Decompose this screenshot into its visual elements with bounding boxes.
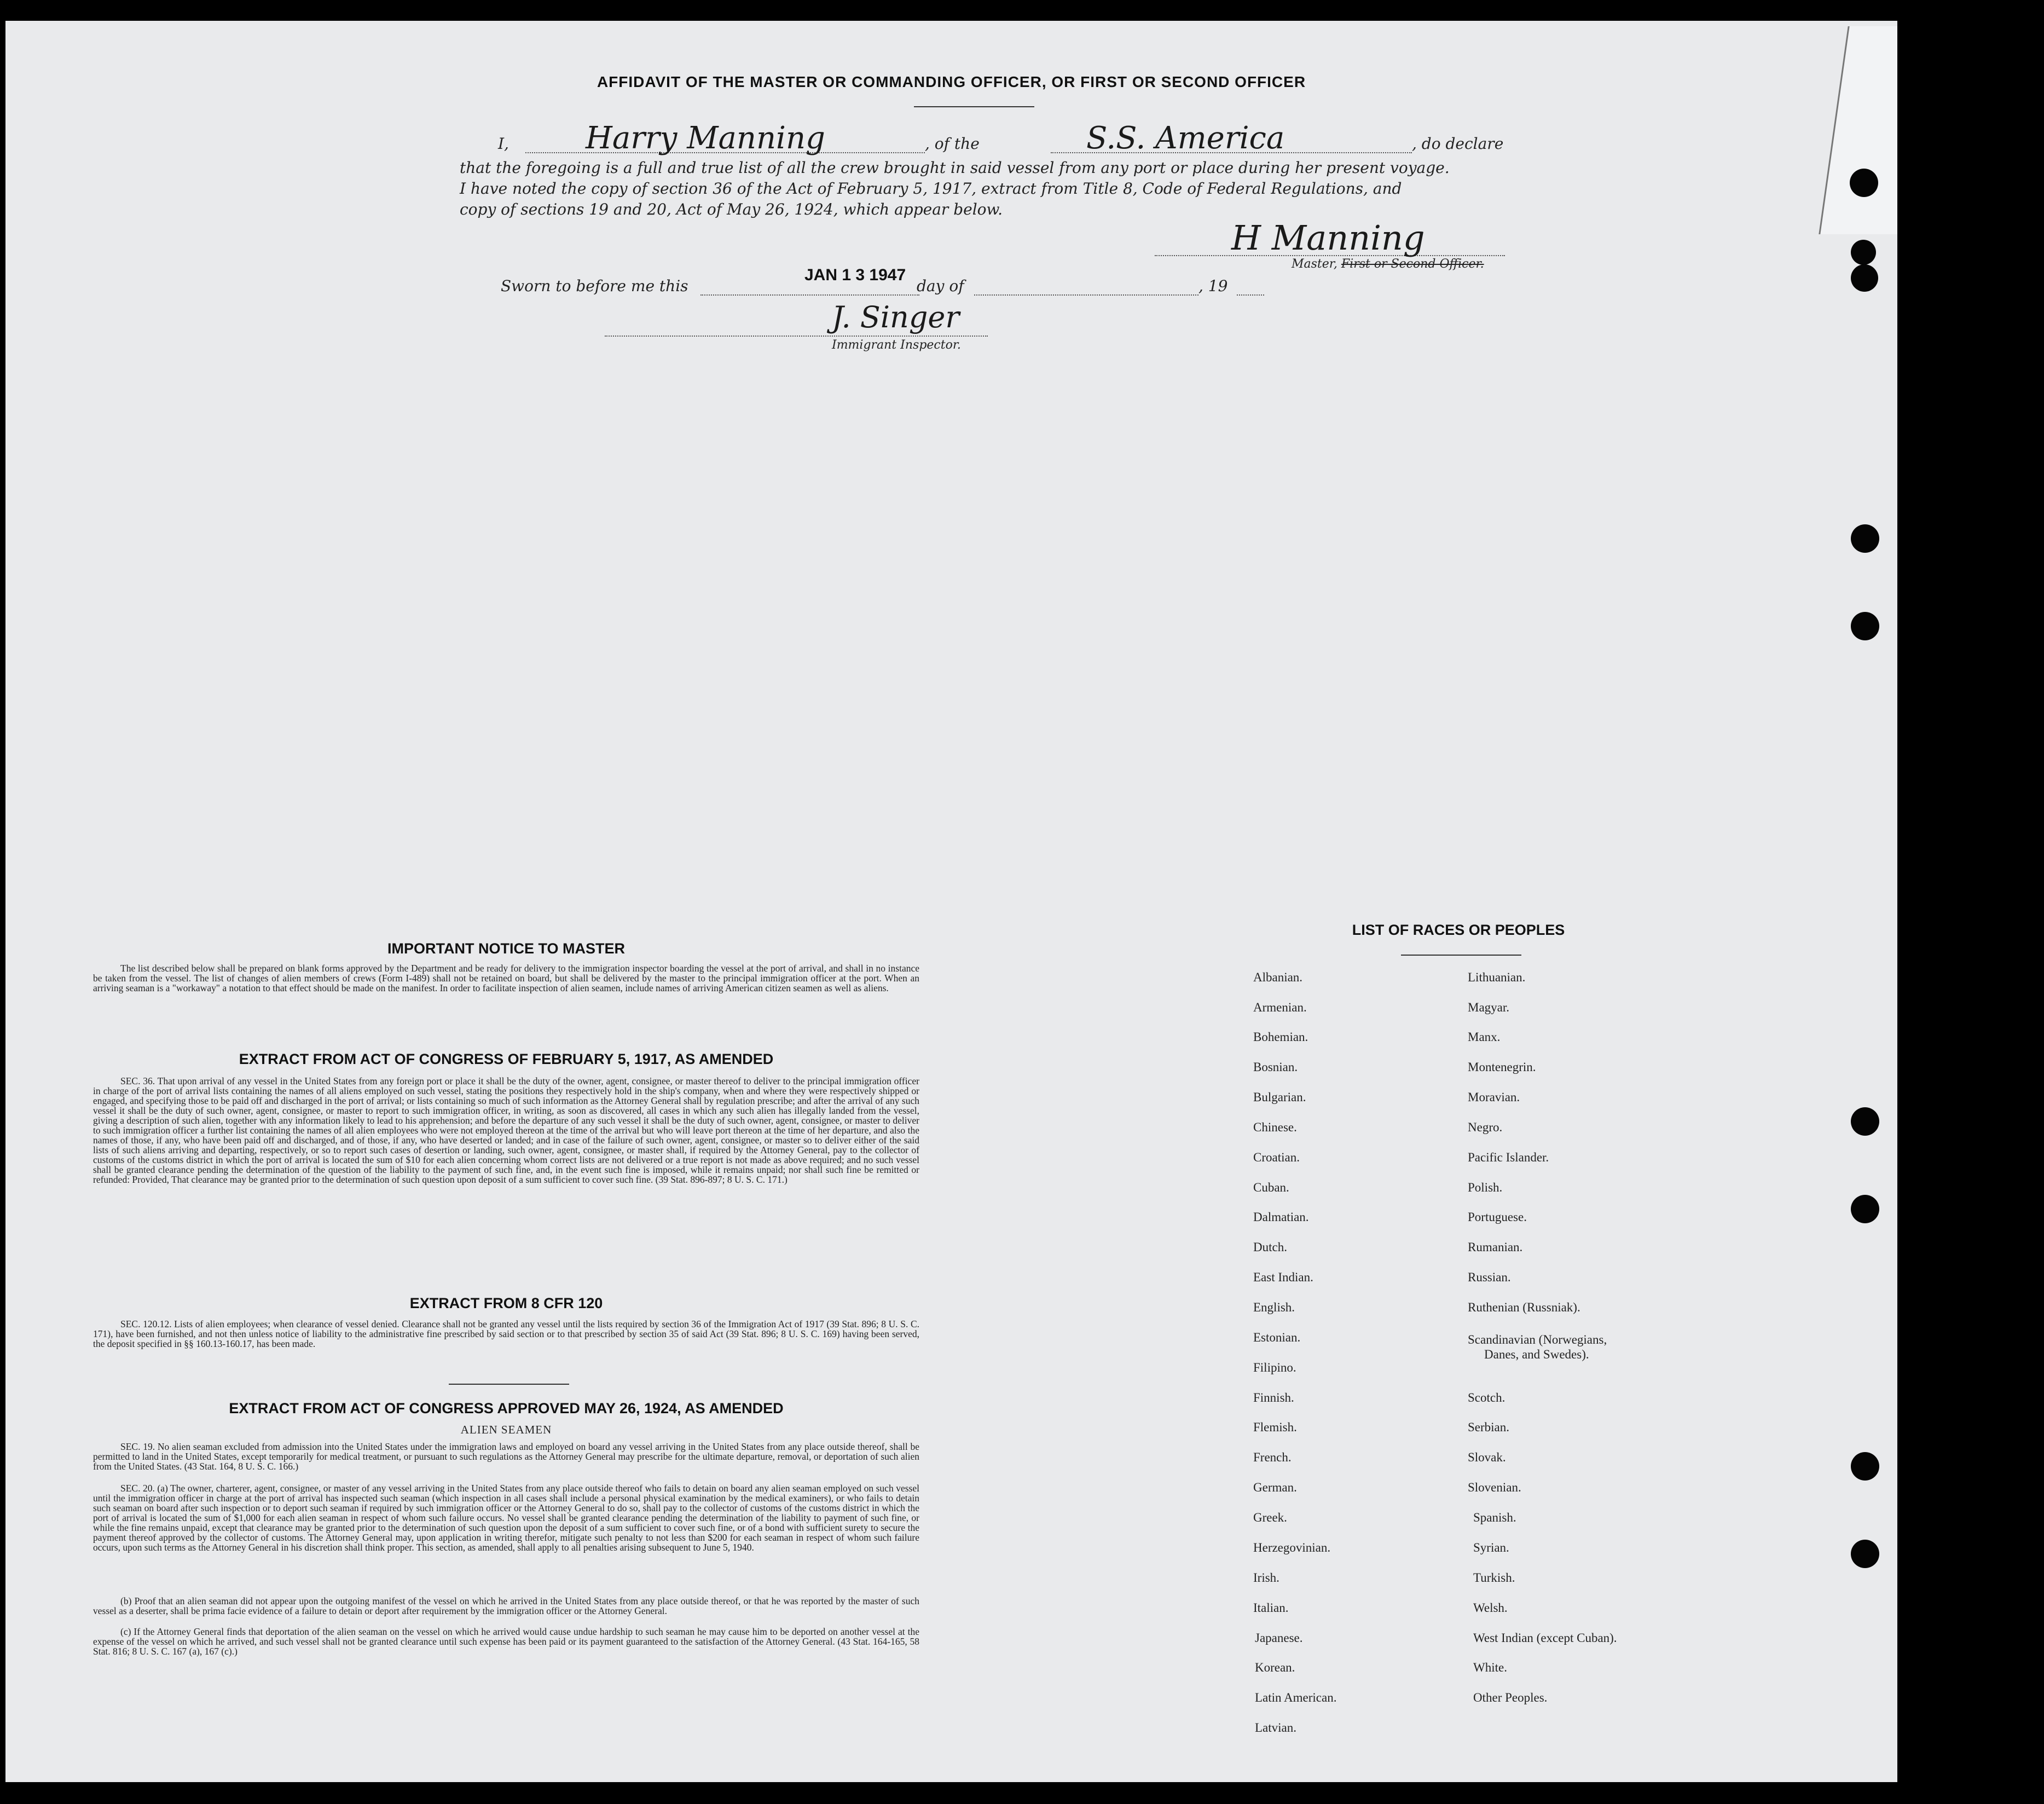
races-divider — [1401, 955, 1521, 956]
race-left-item: Latvian. — [1255, 1721, 1296, 1734]
race-left-item: Korean. — [1255, 1661, 1295, 1674]
extract-1917-body: SEC. 36. That upon arrival of any vessel in the United States from any foreign port or place it shall be the duty of the owner, agent, consignee, or master thereof to deliver to the principal immigration officer in charge of the port of arrival lists containing the names of all aliens employed on such vessel, stating the positions they respectively hold in the ship's company, when and where they were respectively shipped or engaged, and specifying those to be paid off and discharged in the port of arrival; or lists containing so much of such information as the Attorney General shall by regulation prescribe; and after the arrival of any such vessel it shall be the duty of such owner, agent, consignee, or master to report to such immigration officer, in writing, as soon as discovered, all cases in which any such alien has illegally landed from the vessel, giving a description of such alien, together with any information likely to lead to his apprehension; and before the departure of any such vessel it shall be the duty of such owner, agent, consignee, or master to deliver to such immigration officer a further list containing the names of all alien employees who were not employed thereon at the time of the arrival but who will leave port thereon at the time of her departure, and also the names of those, if any, who have been paid off and discharged, and of those, if any, who have deserted or landed; and in case of the failure of such owner, agent, consignee, or master so to deliver either of the said lists of such aliens arriving and departing, respectively, or so to report such cases of desertion or landing, such owner, agent, consignee, or master shall, if required by the Attorney General, pay to the collector of customs of the customs district in which the port of arrival is located the sum of $10 for each alien concerning whom correct lists are not delivered or a true report is not made as above required; and no such vessel shall be granted clearance pending the determination of the question of the liability to the payment of such fine, and, in the event such fine is imposed, while it remains unpaid; nor shall such fine be remitted or refunded: Provided, That clearance may be granted prior to the determination of such question upon deposit of a sum sufficient to cover such fine. (39 Stat. 896-897; 8 U. S. C. 171.) — [93, 1076, 919, 1185]
race-right-item: Spanish. — [1473, 1511, 1516, 1524]
race-left-item: Albanian. — [1253, 970, 1303, 984]
extract-1917-title: EXTRACT FROM ACT OF CONGRESS OF FEBRUARY 5, 1917, AS AMENDED — [239, 1051, 774, 1067]
sec20c-body: (c) If the Attorney General finds that deportation of the alien seaman on the vessel on which he arrived would cause undue hardship to such seaman he may cause him to be deported on another vessel at the expense of the vessel on which he arrived, and such vessel shall not be granted clearance until such expense has been paid or its payment guaranteed to the satisfaction of the Attorney General. (43 Stat. 164-165, 58 Stat. 816; 8 U. S. C. 167 (a), 167 (c).) — [93, 1626, 919, 1657]
race-left-item: Greek. — [1253, 1511, 1287, 1524]
punch-hole-icon — [1851, 612, 1879, 640]
race-right-item: Turkish. — [1473, 1571, 1515, 1585]
affidavit-title: AFFIDAVIT OF THE MASTER OR COMMANDING OFFICER, OR FIRST OR SECOND OFFICER — [597, 73, 1306, 90]
month-line — [974, 294, 1198, 296]
race-left-item: English. — [1253, 1300, 1295, 1314]
race-right-item: Moravian. — [1468, 1090, 1520, 1104]
punch-hole-icon — [1851, 1540, 1879, 1568]
declaration-line-3: I have noted the copy of section 36 of the Act of February 5, 1917, extract from Title 8, Code of Federal Regulations, and — [460, 180, 1402, 198]
punch-hole-icon — [1851, 1452, 1879, 1481]
race-left-item: Finnish. — [1253, 1391, 1294, 1404]
race-right-item: Lithuanian. — [1468, 970, 1526, 984]
race-left-item: Cuban. — [1253, 1181, 1289, 1194]
year-line — [1237, 294, 1264, 296]
master-name-signature: Harry Manning — [586, 120, 825, 156]
sworn-label: Sworn to before me this — [501, 277, 688, 295]
race-right-item: Syrian. — [1473, 1541, 1509, 1554]
race-left-item: Estonian. — [1253, 1331, 1301, 1344]
notice-title: IMPORTANT NOTICE TO MASTER — [387, 940, 625, 957]
day-of-label: day of — [917, 277, 964, 295]
do-declare-label: , do declare — [1412, 135, 1504, 153]
master-caption — [1292, 257, 1484, 271]
race-left-item: Filipino. — [1253, 1361, 1296, 1374]
race-right-item: Magyar. — [1468, 1001, 1510, 1014]
race-right-item: Scotch. — [1468, 1391, 1506, 1404]
race-left-item: Irish. — [1253, 1571, 1279, 1585]
race-right-item: Other Peoples. — [1473, 1691, 1548, 1704]
race-left-item: Bulgarian. — [1253, 1090, 1306, 1104]
inspector-caption: Immigrant Inspector. — [832, 338, 961, 352]
date-stamp: JAN 1 3 1947 — [804, 266, 906, 284]
race-right-item: Danes, and Swedes). — [1484, 1348, 1589, 1361]
notice-body: The list described below shall be prepared on blank forms approved by the Department and be ready for delivery to the immigration inspector boarding the vessel at the port of arrival, and shall in no instance be taken from the vessel. The list of changes of alien members of crews (Form I-489) shall not be retained on board, but shall be delivered by the master to the principal immigration officer at the port. When an arriving seaman is a "workaway" a notation to that effect should be made on the manifest. In order to facilitate inspection of alien seamen, include names of arriving American citizen seamen as well as aliens. — [93, 963, 919, 993]
sec20a-body: SEC. 20. (a) The owner, charterer, agent, consignee, or master of any vessel arriving in the United States from any place outside thereof who fails to detain on board any alien seaman employed on such vessel until the immigration officer in charge at the port of arrival has inspected such seaman (which inspection in all cases shall include a personal physical examination by the medical examiners), or who fails to detain such seaman on board after such inspection or to deport such seaman if required by such immigration officer or the Attorney General to do so, shall pay to the collector of customs of the customs district in which the port of arrival is located the sum of $1,000 for each alien seaman in respect of whom such failure occurs. No vessel shall be granted clearance pending the determination of the liability to payment of such fine, or while the fine remains unpaid, except that clearance may be granted prior to the determination of such question upon the deposit of a sum sufficient to cover such fine, or of a bond with sufficient surety to secure the payment thereof approved by the collector of customs. The Attorney General may, upon application in writing therefor, mitigate such penalty to not less than $200 for each seaman in respect of whom such failure occurs, upon such terms as the Attorney General in his discretion shall think proper. This section, as amended, shall apply to all penalties arising subsequent to June 5, 1940. — [93, 1483, 919, 1553]
race-left-item: Japanese. — [1255, 1631, 1303, 1645]
punch-hole-icon — [1851, 1107, 1879, 1136]
race-left-item: Herzegovinian. — [1253, 1541, 1331, 1554]
declaration-i: I, — [498, 135, 509, 153]
race-right-item: Slovenian. — [1468, 1481, 1521, 1494]
race-left-item: French. — [1253, 1450, 1292, 1464]
cfr-divider — [449, 1384, 569, 1385]
race-right-item: Serbian. — [1468, 1420, 1510, 1434]
race-right-item: Negro. — [1468, 1120, 1503, 1134]
punch-hole-icon — [1851, 240, 1876, 265]
title-divider — [914, 106, 1034, 107]
race-left-item: German. — [1253, 1481, 1297, 1494]
extract-cfr-body: SEC. 120.12. Lists of alien employees; when clearance of vessel denied. Clearance shall not be granted any vessel until the lists required by section 36 of the Immigration Act of 1917 (39 Stat. 896; 8 U. S. C. 171), have been furnished, and not then unless notice of liability to the administrative fine prescribed by said section or to that prescribed by section 35 of said Act (39 Stat. 896; 8 U. S. C. 169) having been served, the deposit specified in §§ 160.13-160.17, has been made. — [93, 1319, 919, 1349]
year-label: , 19 — [1198, 277, 1228, 295]
struck-officer-caption: First or Second Officer. — [1341, 257, 1484, 271]
extract-1924-title: EXTRACT FROM ACT OF CONGRESS APPROVED MAY 26, 1924, AS AMENDED — [229, 1400, 784, 1416]
race-left-item: Latin American. — [1255, 1691, 1337, 1704]
punch-hole-icon — [1851, 524, 1879, 553]
race-right-item: Portuguese. — [1468, 1210, 1527, 1224]
race-right-item: Ruthenian (Russniak). — [1468, 1300, 1580, 1314]
declaration-line-2: that the foregoing is a full and true list of all the crew brought in said vessel from any port or place during her present voyage. — [460, 159, 1450, 177]
folded-corner — [1819, 26, 1897, 234]
race-right-item: Montenegrin. — [1468, 1060, 1536, 1074]
race-right-item: Polish. — [1468, 1181, 1503, 1194]
master-signature: H Manning — [1231, 218, 1425, 258]
inspector-signature: J. Singer — [832, 300, 960, 334]
race-left-item: Dalmatian. — [1253, 1210, 1309, 1224]
race-right-item: Scandinavian (Norwegians, — [1468, 1333, 1607, 1346]
punch-hole-icon — [1850, 169, 1878, 197]
declaration-line-4: copy of sections 19 and 20, Act of May 26, 1924, which appear below. — [460, 200, 1003, 218]
race-right-item: West Indian (except Cuban). — [1473, 1631, 1617, 1645]
extract-cfr-title: EXTRACT FROM 8 CFR 120 — [409, 1295, 603, 1311]
race-left-item: East Indian. — [1253, 1270, 1313, 1284]
races-title: LIST OF RACES OR PEOPLES — [1352, 922, 1565, 938]
document-sheet — [5, 21, 1897, 1782]
race-left-item: Flemish. — [1253, 1420, 1297, 1434]
punch-hole-icon — [1851, 1195, 1879, 1223]
race-right-item: Russian. — [1468, 1270, 1511, 1284]
race-left-item: Croatian. — [1253, 1150, 1300, 1164]
sec20b-body: (b) Proof that an alien seaman did not appear upon the outgoing manifest of the vessel on which he arrived in the United States from any place outside thereof, or that he was reported by the master of such vessel as a deserter, shall be prima facie evidence of a failure to detain or deport after requirement by the immigration officer or the Attorney General. — [93, 1595, 919, 1616]
of-the-label: , of the — [925, 135, 980, 153]
race-right-item: Rumanian. — [1468, 1240, 1523, 1254]
race-right-item: Slovak. — [1468, 1450, 1506, 1464]
inspector-signature-line — [605, 336, 988, 337]
master-caption-text: Master, — [1292, 257, 1337, 271]
race-left-item: Italian. — [1253, 1601, 1289, 1615]
race-left-item: Chinese. — [1253, 1120, 1297, 1134]
race-left-item: Bosnian. — [1253, 1060, 1298, 1074]
sec19-body: SEC. 19. No alien seaman excluded from admission into the United States under the immigration laws and employed on board any vessel arriving in the United States from any place outside thereof, shall be permitted to land in the United States, except temporarily for medical treatment, or pursuant to such regulations as the Attorney General may prescribe for the ultimate departure, removal, or deportation of such alien from the United States. (43 Stat. 164, 8 U. S. C. 166.) — [93, 1441, 919, 1472]
race-left-item: Armenian. — [1253, 1001, 1307, 1014]
race-right-item: Pacific Islander. — [1468, 1150, 1549, 1164]
vessel-name: S.S. America — [1086, 120, 1285, 156]
alien-seamen-subtitle: ALIEN SEAMEN — [460, 1423, 552, 1436]
race-right-item: Manx. — [1468, 1030, 1501, 1044]
race-right-item: Welsh. — [1473, 1601, 1508, 1615]
race-right-item: White. — [1473, 1661, 1507, 1674]
sworn-date-line — [700, 294, 919, 296]
race-left-item: Dutch. — [1253, 1240, 1287, 1254]
punch-hole-icon — [1851, 264, 1878, 292]
race-left-item: Bohemian. — [1253, 1030, 1308, 1044]
